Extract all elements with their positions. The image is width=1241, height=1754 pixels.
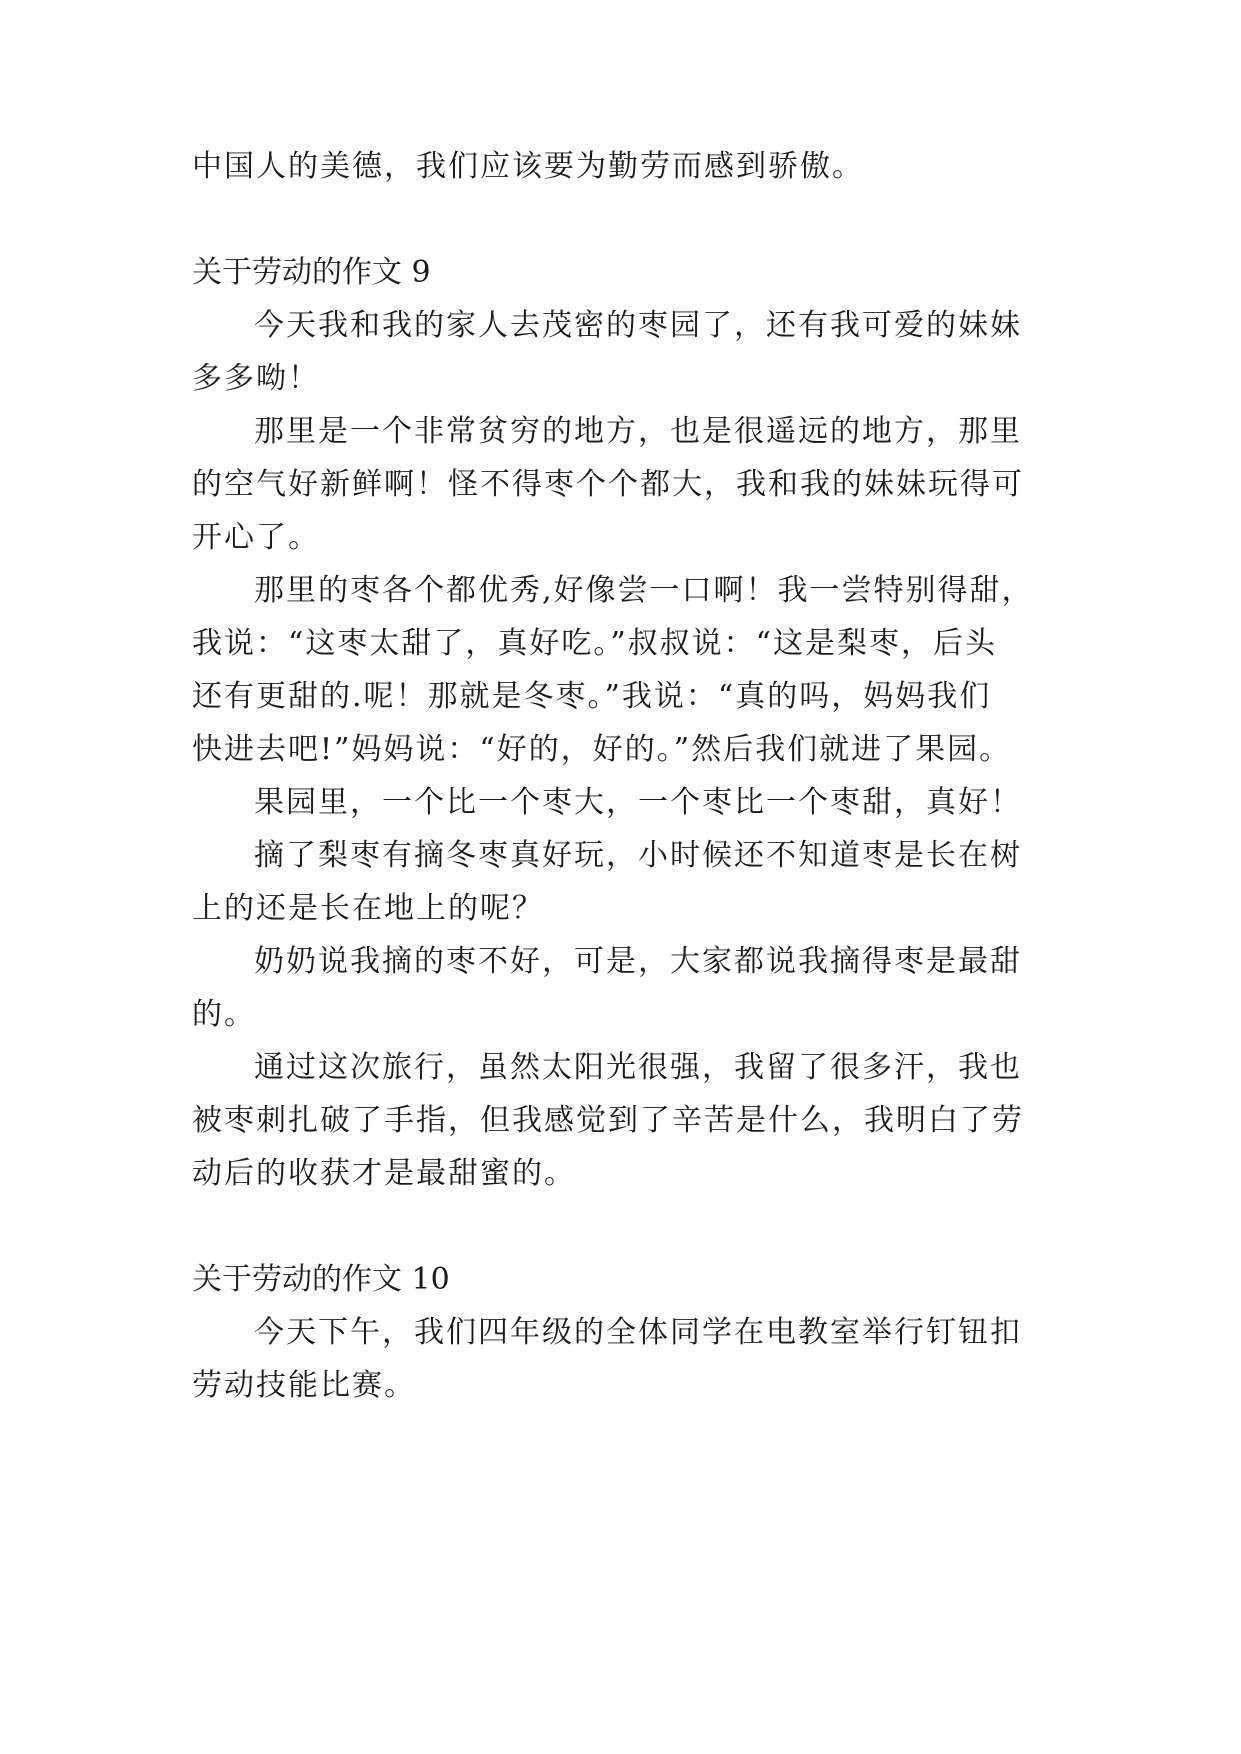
essay-9-line: 奶奶说我摘的枣不好，可是，大家都说我摘得枣是最甜: [254, 944, 1022, 979]
essay-10-line: 今天下午，我们四年级的全体同学在电教室举行钉钮扣: [254, 1315, 1022, 1350]
essay-9-line: 被枣刺扎破了手指，但我感觉到了辛苦是什么，我明白了劳: [192, 1103, 1024, 1138]
essay-9-line: 那里的枣各个都优秀,好像尝一口啊！我一尝特别得甜，: [254, 573, 1034, 608]
essay-10-line: 劳动技能比赛。: [192, 1368, 416, 1403]
essay-9-line: 我说：“这枣太甜了，真好吃。”叔叔说：“这是梨枣，后头: [192, 626, 998, 661]
essay-9-line: 上的还是长在地上的呢？: [192, 891, 544, 926]
essay-9-line: 还有更甜的.呢！那就是冬枣。”我说：“真的吗，妈妈我们: [192, 679, 992, 714]
essay-10-title: 关于劳动的作文 10: [192, 1262, 450, 1297]
essay-9-line: 果园里，一个比一个枣大，一个枣比一个枣甜，真好！: [254, 785, 1022, 820]
essay-9-line: 开心了。: [192, 520, 320, 555]
essay-9-line: 摘了梨枣有摘冬枣真好玩，小时候还不知道枣是长在树: [254, 838, 1022, 873]
essay-9-title: 关于劳动的作文 9: [192, 255, 431, 290]
continuation-paragraph: 中国人的美德，我们应该要为勤劳而感到骄傲。: [192, 149, 864, 184]
essay-9-line: 动后的收获才是最甜蜜的。: [192, 1156, 576, 1191]
essay-9-line: 的。: [192, 997, 256, 1032]
essay-9-line: 的空气好新鲜啊！怪不得枣个个都大，我和我的妹妹玩得可: [192, 467, 1024, 502]
essay-9-line: 今天我和我的家人去茂密的枣园了，还有我可爱的妹妹: [254, 308, 1022, 343]
essay-9-line: 快进去吧!”妈妈说：“好的，好的。”然后我们就进了果园。: [192, 732, 1012, 767]
essay-9-line: 多多呦！: [192, 361, 320, 396]
essay-9-line: 通过这次旅行，虽然太阳光很强，我留了很多汗，我也: [254, 1050, 1022, 1085]
essay-9-line: 那里是一个非常贫穷的地方，也是很遥远的地方，那里: [254, 414, 1022, 449]
